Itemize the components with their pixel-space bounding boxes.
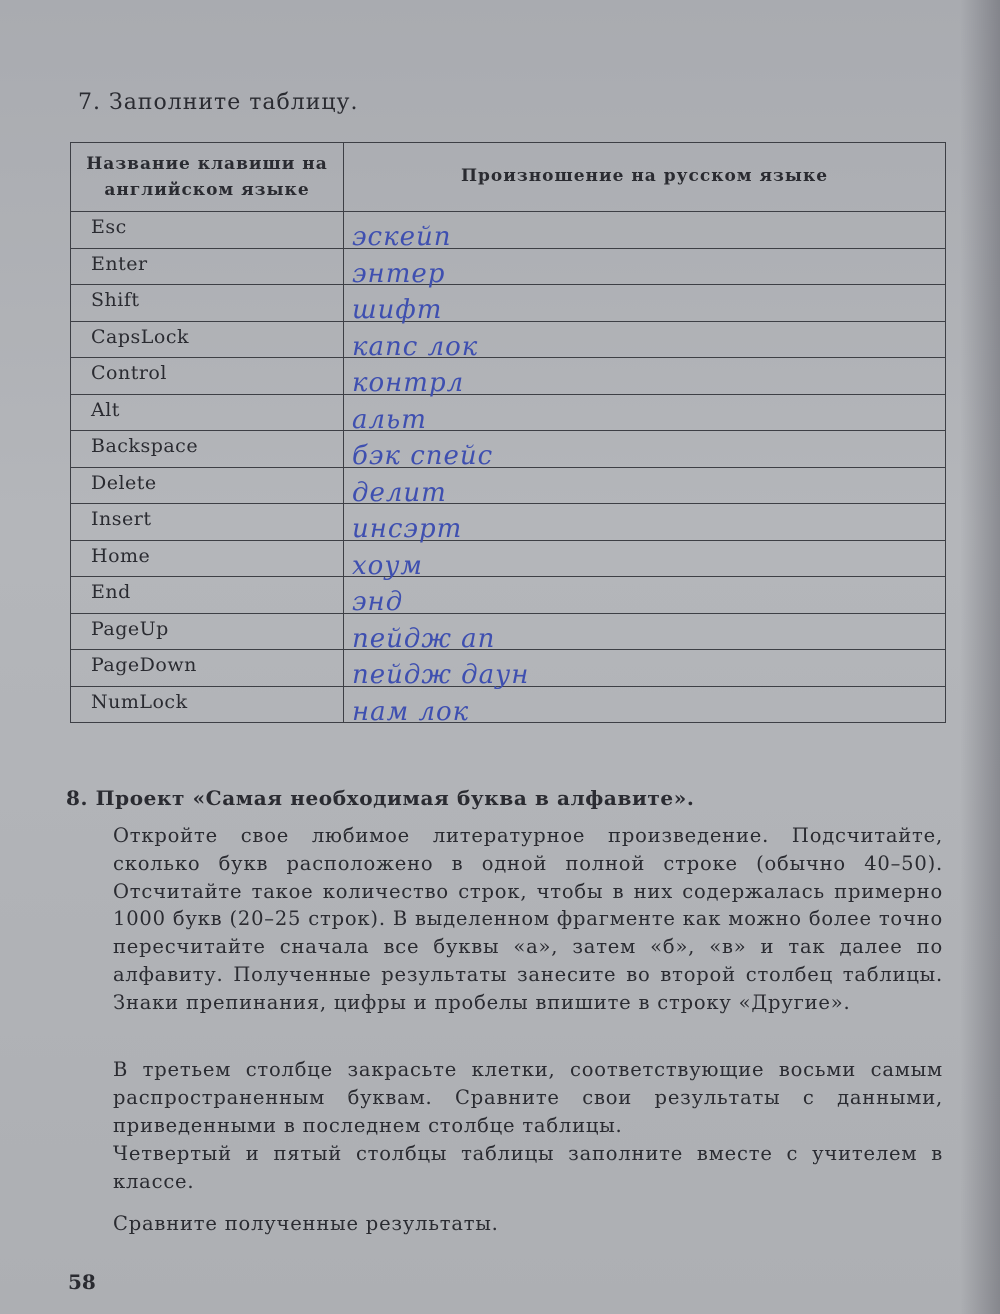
pronunciation-cell [344, 686, 946, 727]
handwritten-answer: эскейп [352, 222, 452, 252]
handwritten-answer: пейдж ап [352, 623, 496, 654]
task8-paragraph-4: Сравните полученные результаты. [113, 1212, 499, 1235]
table-row [71, 248, 946, 285]
pronunciation-cell [344, 504, 946, 544]
table-row [71, 504, 946, 541]
pronunciation-cell [344, 650, 946, 690]
task8-paragraph-2: В третьем столбце закрасьте клетки, соответствующие восьми самым распространенным буквам. Сравните свои результаты с данными, приведенными в последнем столбце таблицы. [113, 1058, 943, 1137]
key-name-cell: Home [71, 540, 344, 577]
key-name-cell: Enter [71, 248, 344, 285]
key-name-cell: Delete [71, 467, 344, 504]
handwritten-answer: капс лок [352, 331, 479, 362]
handwritten-answer: энд [352, 587, 404, 617]
key-name-cell: Alt [71, 394, 344, 431]
pronunciation-cell [344, 431, 946, 471]
key-name-cell: CapsLock [71, 321, 344, 358]
table-row [71, 577, 946, 614]
table-row [71, 540, 946, 577]
pronunciation-cell [344, 540, 946, 581]
key-name-cell: Shift [71, 285, 344, 322]
handwritten-answer: хоум [352, 550, 423, 581]
key-name-cell: Backspace [71, 431, 344, 468]
key-name-cell: PageDown [71, 650, 344, 687]
keys-table-body [71, 212, 946, 727]
pronunciation-cell [344, 248, 946, 289]
table-row [71, 321, 946, 358]
task8-paragraph-3: Четвертый и пятый столбцы таблицы заполните вместе с учителем в классе. [113, 1142, 943, 1193]
page-edge-shadow [960, 0, 1000, 1314]
table-row [71, 358, 946, 395]
page-number: 58 [68, 1270, 96, 1294]
task8-title: 8. Проект «Самая необходимая буква в алфавите». [66, 786, 695, 810]
pronunciation-cell [344, 467, 946, 508]
handwritten-answer: контрл [352, 368, 465, 398]
handwritten-answer: нам лок [352, 696, 470, 727]
handwritten-answer: бэк спейс [352, 441, 494, 471]
handwritten-answer: альт [352, 404, 427, 435]
pronunciation-cell [344, 212, 946, 252]
handwritten-answer: энтер [352, 258, 446, 289]
pronunciation-cell [344, 613, 946, 654]
table-row [71, 686, 946, 723]
handwritten-answer: шифт [352, 295, 443, 325]
task8-paragraph-1: Откройте свое любимое литературное произведение. Подсчитайте, сколько букв расположено в одной полной строке (обычно 40–50). Отсчитайте такое количество строк, чтобы в них содержалась примерно 1000 букв (20–25 строк). В выделенном фрагменте как можно более точно пересчитайте сначала все буквы «а», затем «б», «в» и так далее по алфавиту. Полученные результаты занесите во второй столбец таблицы. Знаки препинания, цифры и пробелы впишите в строку «Другие». [113, 824, 943, 1014]
pronunciation-cell [344, 321, 946, 362]
key-name-cell: End [71, 577, 344, 614]
pronunciation-cell [344, 394, 946, 435]
header-key-name: Название клавиши на английском языке [71, 143, 344, 212]
table-row [71, 431, 946, 468]
key-name-cell: NumLock [71, 686, 344, 723]
header-pronunciation: Произношение на русском языке [344, 143, 946, 212]
key-name-cell: Insert [71, 504, 344, 541]
pronunciation-cell [344, 285, 946, 325]
table-row [71, 613, 946, 650]
key-name-cell: Control [71, 358, 344, 395]
keys-table [70, 142, 946, 727]
table-row [71, 467, 946, 504]
handwritten-answer: делит [352, 477, 447, 508]
handwritten-answer: пейдж даун [352, 660, 530, 690]
pronunciation-cell [344, 358, 946, 398]
key-name-cell: Esc [71, 212, 344, 249]
pronunciation-cell [344, 577, 946, 617]
table-row [71, 650, 946, 687]
table-row [71, 285, 946, 322]
table-row [71, 212, 946, 249]
handwritten-answer: инсэрт [352, 514, 463, 544]
key-name-cell: PageUp [71, 613, 344, 650]
task7-title: 7. Заполните таблицу. [78, 90, 359, 115]
table-row [71, 394, 946, 431]
